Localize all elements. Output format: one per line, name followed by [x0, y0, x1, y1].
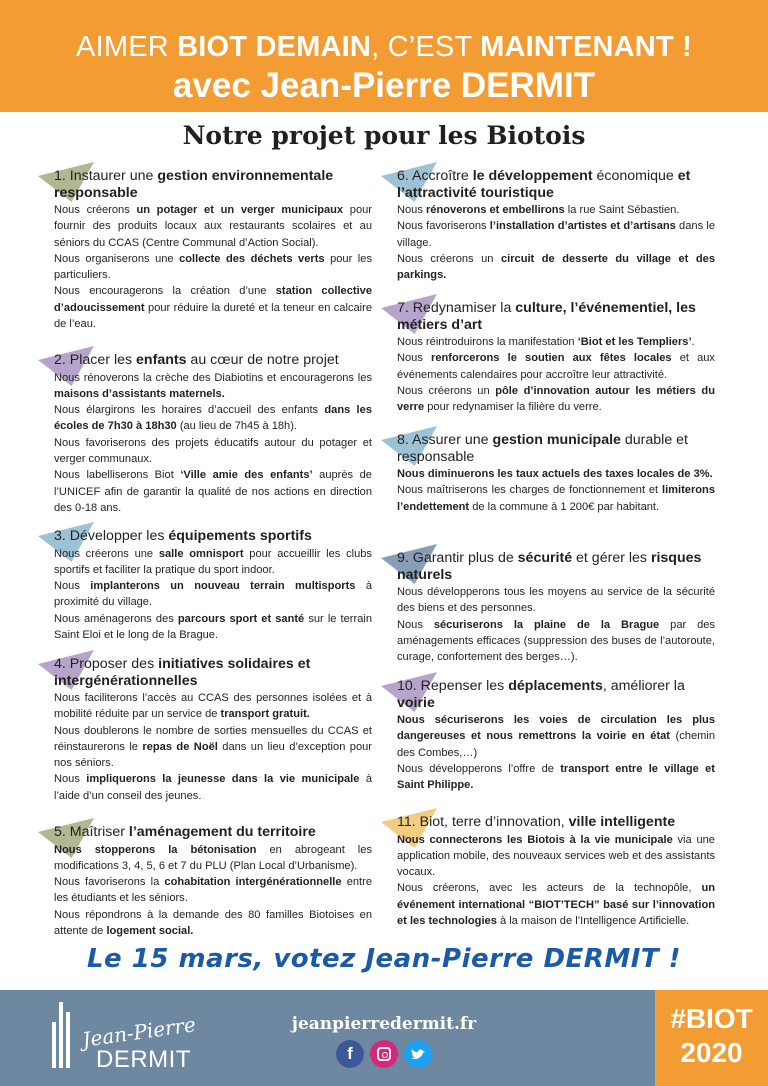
section-9	[397, 550, 715, 665]
bold-text: l’aménagement du territoire	[128, 824, 316, 840]
text: pour les particuliers.	[54, 252, 372, 282]
section-8	[397, 432, 715, 515]
text: dans le village.	[397, 220, 715, 249]
text: Nous doublerons le nombre de sorties mensuelles du CCAS et réinstaurerons le	[54, 724, 372, 753]
instagram-icon[interactable]	[370, 1040, 398, 1068]
section-number: 8.	[397, 432, 409, 448]
section-paragraph	[397, 832, 715, 881]
text: pour fournir des produits locaux aux restaurants scolaires et au séniors du CCAS (Centre Communal d’Action Social).	[54, 204, 372, 249]
text: entre les étudiants et les séniors.	[54, 876, 372, 905]
text: Accroître	[408, 168, 473, 184]
page-title: Notre projet pour les Biotois	[182, 121, 586, 150]
section-number: 1.	[54, 168, 66, 184]
text: par des aménagements efficaces (suppression des buses de l’autoroute, curage, confortement des berges…).	[397, 618, 715, 664]
bold-text: déplacements	[508, 678, 603, 694]
section-number: 7.	[397, 300, 409, 316]
bold-text: circuit de desserte du village et des parkings.	[397, 252, 715, 282]
section-paragraph	[54, 467, 372, 516]
text: Nous développerons l’offre de	[397, 762, 561, 775]
text: auprès de l’UNICEF afin de garantir la qualité de nos actions en direction des 0-18 ans.	[54, 469, 372, 514]
section-heading	[397, 814, 715, 831]
bold-text: station collective d’adoucissement	[54, 285, 372, 314]
text: Nous créerons un	[397, 384, 496, 397]
text: au cœur de notre projet	[186, 352, 339, 368]
bold-text: repas de Noël	[142, 740, 218, 753]
text: via une application mobile, des nouveaux services web et des assistants vocaux.	[397, 833, 715, 879]
text: Nous créerons une	[54, 547, 159, 560]
bold-text: implanterons un nouveau terrain multisports	[90, 580, 356, 593]
text: Nous favoriserons	[397, 220, 490, 233]
section-3	[54, 528, 372, 643]
text: Nous	[397, 352, 432, 365]
text: Repenser les	[416, 678, 509, 694]
logo-bars-icon	[52, 1002, 74, 1068]
text: Nous	[54, 773, 87, 786]
section-paragraph	[54, 402, 372, 435]
section-paragraph	[397, 761, 715, 794]
section-heading	[54, 352, 372, 369]
section-paragraph	[54, 874, 372, 907]
section-paragraph	[397, 383, 715, 416]
text: Maîtriser	[65, 824, 129, 840]
bold-text: dans les écoles de 7h30 à 18h30	[54, 404, 372, 433]
bold-text: enfants	[136, 352, 187, 368]
text: à proximité du village.	[54, 580, 372, 609]
bold-text: voirie	[397, 694, 435, 711]
bold-text: renforcerons le soutien aux fêtes locales	[431, 352, 672, 365]
section-heading	[397, 432, 715, 465]
facebook-icon[interactable]: f	[336, 1040, 364, 1068]
slogan: Le 15 mars, votez Jean-Pierre DERMIT !	[86, 944, 682, 974]
section-number: 9.	[397, 550, 409, 566]
bold-text: maisons d’assistants maternels.	[54, 387, 225, 400]
text: Nous	[397, 204, 426, 216]
bold-text: gestion municipale	[492, 432, 621, 448]
campaign-logo	[52, 998, 202, 1078]
text: Assurer une	[408, 432, 493, 448]
bold-text: Nous diminuerons les taux actuels des taxes locales de 3%.	[397, 468, 713, 480]
section-heading	[54, 168, 372, 201]
text: Proposer des	[65, 656, 159, 672]
section-6	[397, 168, 715, 283]
bold-text: collecte des déchets verts	[179, 252, 325, 265]
bold-text: gestion environnementale responsable	[54, 168, 334, 201]
section-paragraph	[54, 578, 372, 611]
section-number: 3.	[54, 528, 66, 544]
section-heading	[397, 300, 715, 333]
text: Nous aménagerons des	[54, 612, 178, 625]
section-heading	[397, 550, 715, 583]
hashtag-badge	[655, 990, 768, 1086]
section-1	[54, 168, 372, 332]
text: durable et responsable	[397, 432, 688, 465]
text: sur le terrain Saint Eloi et le long de la Brague.	[54, 612, 372, 641]
text: Nous	[54, 580, 91, 593]
section-number: 11.	[397, 814, 416, 830]
text: .	[691, 336, 695, 348]
section-5	[54, 824, 372, 939]
text: la rue Saint Sébastien.	[564, 204, 680, 216]
banner-line-2: avec Jean-Pierre DERMIT	[172, 66, 596, 105]
bold-text: le développement	[472, 168, 593, 184]
bold-text: sécurité	[517, 550, 573, 566]
top-banner	[0, 0, 768, 112]
bold-text: transport gratuit.	[220, 708, 310, 721]
text: (chemin des Combes,…)	[397, 730, 715, 759]
section-7	[397, 300, 715, 415]
section-heading	[397, 678, 715, 711]
bold-text: équipements sportifs	[168, 528, 312, 544]
section-paragraph	[397, 334, 715, 350]
section-heading	[54, 656, 372, 689]
section-paragraph	[54, 370, 372, 403]
bold-text: transport entre le village et Saint Philippe.	[397, 762, 715, 792]
section-paragraph	[397, 218, 715, 251]
bold-text: l’installation d’artistes et d’artisans	[489, 220, 676, 233]
section-paragraph	[54, 842, 372, 875]
text: Nous développerons tous les moyens au service de la sécurité des biens et des personnes.	[397, 586, 715, 615]
bold-text: Nous sécuriserons les voies de circulation les plus dangereuses et nous remettrons la voirie en état	[397, 714, 715, 743]
bold-text: ville intelligente	[568, 814, 676, 830]
text: Nous favoriserons la	[54, 876, 165, 889]
bold-text: et l’attractivité touristique	[397, 168, 691, 201]
bold-text: ‘Ville amie des enfants’	[180, 469, 313, 482]
text: Nous faciliterons l’accès au CCAS des personnes isolées et à mobilité réduite par un service de	[54, 692, 372, 721]
text: Nous créerons, avec les acteurs de la technopôle,	[397, 882, 702, 895]
hashtag-line-2: 2020	[680, 1037, 743, 1068]
text: de la commune à 1 200€ par habitant.	[469, 500, 660, 513]
section-paragraph	[397, 584, 715, 617]
section-paragraph	[54, 611, 372, 644]
section-paragraph	[54, 771, 372, 804]
text: Nous réintroduirons la manifestation	[397, 336, 578, 348]
section-paragraph	[54, 907, 372, 940]
bold-text: Nous stopperons la bétonisation	[54, 843, 257, 856]
section-paragraph	[397, 350, 715, 383]
website-link[interactable]: jeanpierredermit.fr	[291, 1014, 477, 1034]
section-4	[54, 656, 372, 804]
text: Développer les	[65, 528, 169, 544]
text: Nous rénoverons la crèche des Diabiotins et encouragerons les	[54, 371, 372, 384]
text: (au lieu de 7h45 à 18h).	[176, 420, 298, 433]
bold-text: rénoverons et embellirons	[425, 204, 565, 216]
text: Placer les	[65, 352, 137, 368]
section-heading	[54, 528, 372, 545]
section-number: 5.	[54, 824, 66, 840]
text: à la maison de l’Intelligence Artificielle.	[496, 914, 690, 927]
text: Biot, terre d’innovation,	[415, 814, 569, 830]
bold-text: salle omnisport	[158, 547, 244, 560]
section-heading	[54, 824, 372, 841]
section-paragraph	[397, 482, 715, 515]
section-paragraph	[397, 880, 715, 929]
text: dans un lieu d’exception pour nos séniors.	[54, 740, 372, 770]
text: , améliorer la	[602, 678, 685, 694]
bold-text: logement social.	[106, 924, 194, 937]
text: Garantir plus de	[408, 550, 518, 566]
section-paragraph	[54, 251, 372, 284]
text: Nous encouragerons la création d’une	[54, 285, 276, 298]
text: Nous créerons	[54, 204, 137, 216]
section-paragraph	[54, 283, 372, 332]
text: pour accueillir les clubs sportifs et faciliter la pratique du sport indoor.	[54, 547, 372, 576]
text: Nous organiserons une	[54, 252, 180, 265]
section-paragraph	[397, 466, 715, 482]
bold-text: culture, l’événementiel, les métiers d’art	[397, 300, 696, 333]
hashtag-line-1: #BIOT	[670, 1003, 753, 1034]
text: Nous répondrons à la demande des 80 familles Biotoises en attente de	[54, 908, 372, 937]
text: pour redynamiser la filière du verre.	[424, 401, 602, 414]
section-number: 2.	[54, 352, 66, 368]
bold-text: sécuriserons la plaine de la Brague	[433, 618, 660, 631]
section-heading	[397, 168, 715, 201]
section-paragraph	[397, 202, 715, 218]
section-paragraph	[397, 251, 715, 284]
bold-text: un potager et un verger municipaux	[136, 204, 344, 216]
section-paragraph	[54, 690, 372, 723]
section-paragraph	[397, 712, 715, 761]
twitter-icon[interactable]	[404, 1040, 432, 1068]
text: Nous maîtriserons les charges de fonctionnement et	[397, 484, 662, 497]
section-2	[54, 352, 372, 516]
social-links	[336, 1040, 436, 1070]
logo-script: Jean-Pierre	[80, 1012, 198, 1052]
bold-text: parcours sport et santé	[177, 612, 305, 625]
bold-text: ‘Biot et les Templiers’	[577, 336, 692, 348]
section-paragraph	[54, 723, 372, 772]
section-paragraph	[397, 617, 715, 666]
bold-text: limiterons l’endettement	[397, 484, 715, 513]
text: Nous élargirons les horaires d’accueil des enfants	[54, 404, 325, 417]
text: économique	[592, 168, 678, 184]
text: Nous favoriserons des projets éducatifs autour du potager et verger communaux.	[54, 436, 372, 465]
bold-text: impliquerons la jeunesse dans la vie municipale	[86, 773, 360, 786]
section-number: 4.	[54, 656, 66, 672]
text: Nous créerons un	[397, 252, 501, 265]
section-10	[397, 678, 715, 793]
section-paragraph	[54, 435, 372, 468]
bold-text: Nous connecterons les Biotois à la vie municipale	[397, 833, 673, 846]
bold-text: initiatives solidaires et intergénérationnelles	[54, 656, 311, 689]
text: Nous	[397, 618, 434, 631]
text: Instaurer une	[65, 168, 158, 184]
text: et gérer les	[572, 550, 651, 566]
logo-name: DERMIT	[96, 1046, 191, 1073]
section-11	[397, 814, 715, 929]
section-number: 6.	[397, 168, 409, 184]
bold-text: risques naturels	[397, 550, 702, 583]
section-number: 10.	[397, 678, 417, 694]
banner-line-1: AIMER BIOT DEMAIN, C’EST MAINTENANT !	[76, 31, 692, 63]
bold-text: pôle d’innovation autour les métiers du verre	[397, 384, 715, 414]
bold-text: cohabitation intergénérationnelle	[164, 876, 342, 889]
section-paragraph	[54, 546, 372, 579]
text: et aux événements calendaires pour accroître leur attractivité.	[397, 352, 715, 381]
bold-text: un événement international “BIOT’TECH” basé sur l’innovation et les technologies	[397, 882, 715, 927]
text: Redynamiser la	[408, 300, 516, 316]
text: à l’aide d’un conseil des jeunes.	[54, 773, 372, 802]
text: en abrogeant les modifications 3, 4, 5, 6 et 7 du PLU (Plan Local d’Urbanisme).	[54, 843, 372, 872]
text: pour réduire la dureté et la teneur en calcaire de l’eau.	[54, 301, 372, 331]
text: Nous labelliserons Biot	[54, 469, 181, 482]
section-paragraph	[54, 202, 372, 251]
